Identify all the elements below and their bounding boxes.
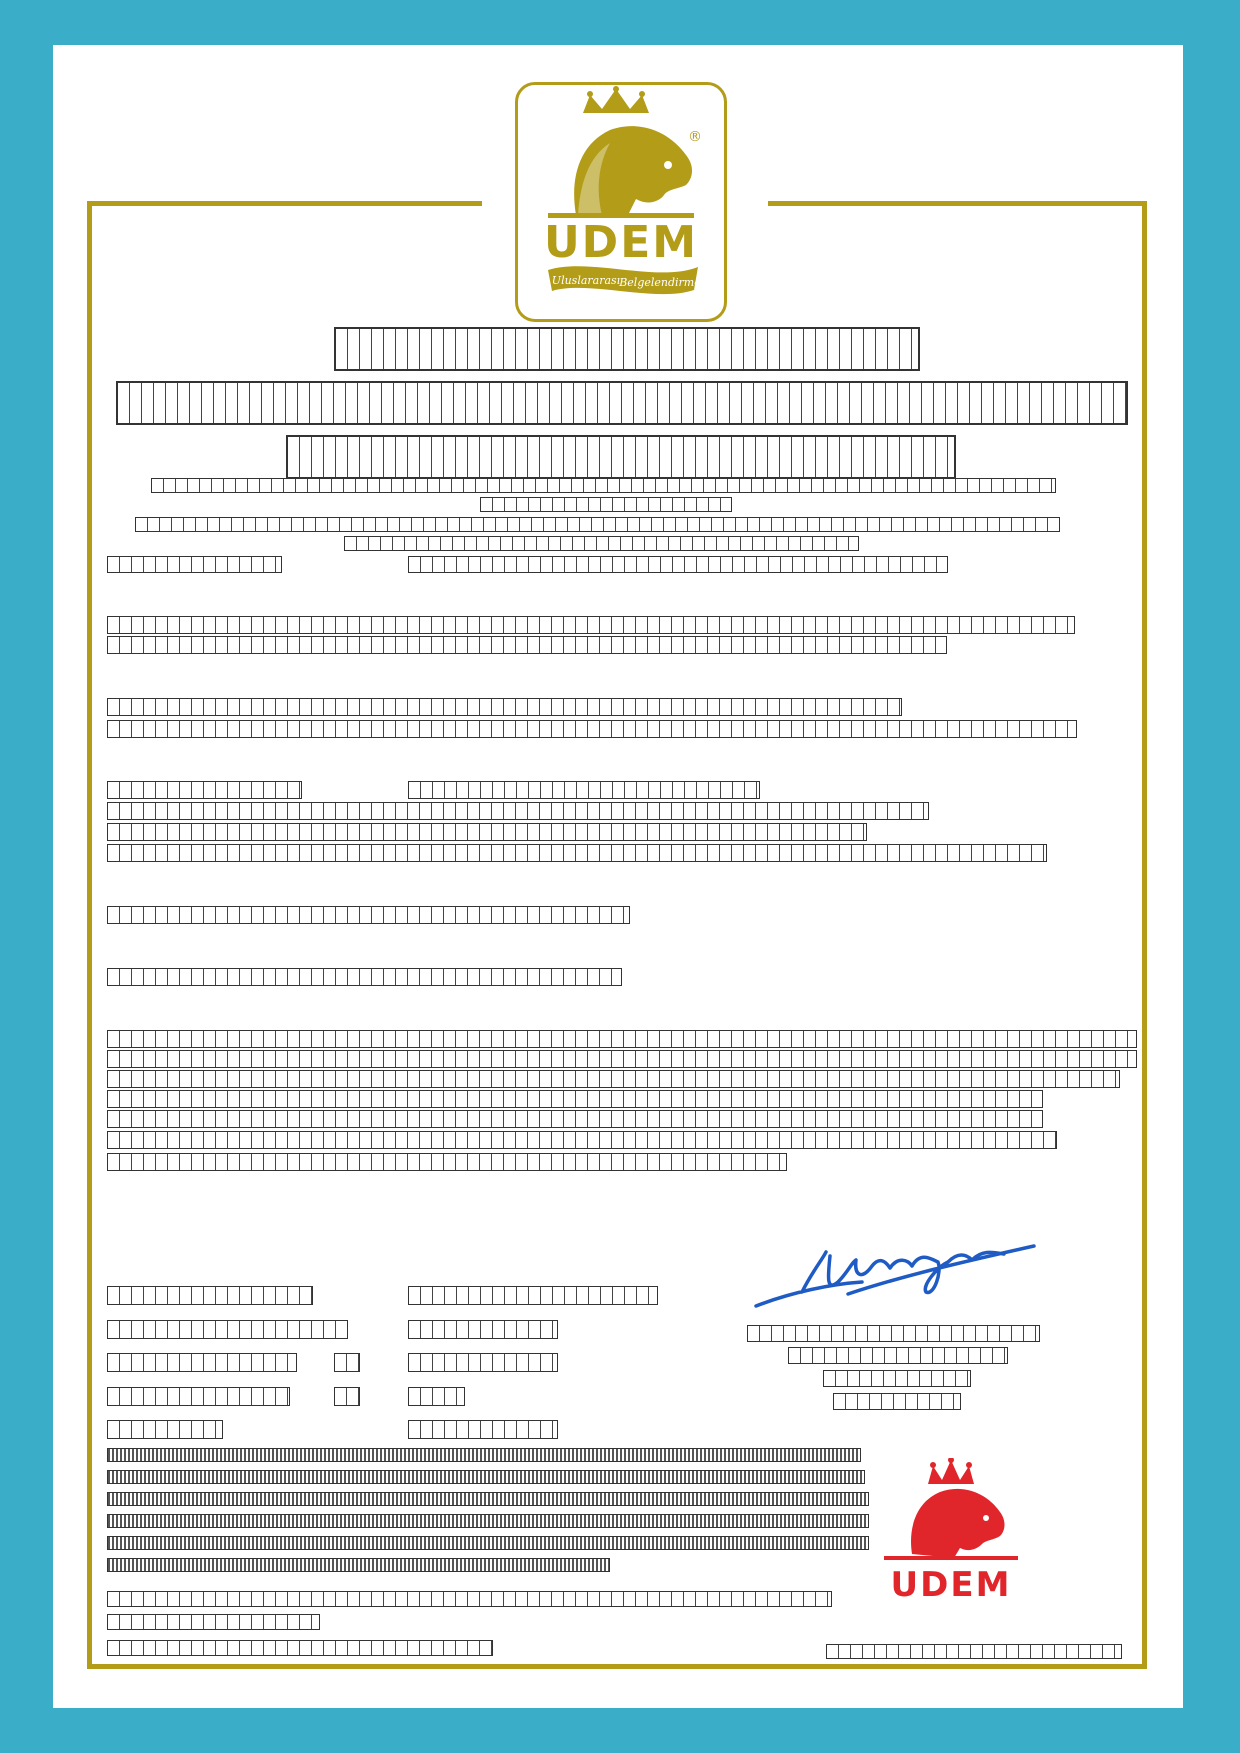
fine-print-5 [107, 1536, 869, 1550]
date-value-5 [408, 1420, 558, 1439]
value-row-1 [408, 556, 948, 573]
date-value-3 [408, 1353, 558, 1372]
para-3-line-1 [107, 1030, 1137, 1048]
title-line-1 [334, 327, 920, 371]
label-row-1 [107, 556, 282, 573]
para-3-line-6 [107, 1131, 1057, 1149]
signature-icon [752, 1232, 1036, 1312]
udem-lion-icon [518, 85, 724, 319]
standard-line [107, 906, 630, 924]
para-3-line-7 [107, 1153, 787, 1171]
date-value-2 [408, 1320, 558, 1339]
fine-print-6 [107, 1558, 610, 1572]
address-line-3 [135, 517, 1060, 532]
para-3-line-4 [107, 1090, 1043, 1108]
fine-print-3 [107, 1492, 869, 1506]
date-sep-4 [334, 1387, 360, 1406]
title-line-2 [116, 381, 1128, 425]
fine-print-4 [107, 1514, 869, 1528]
para-3-line-2 [107, 1050, 1137, 1068]
address-line-4 [344, 536, 859, 551]
signer-line-2 [788, 1347, 1008, 1364]
signer-line-3 [823, 1370, 971, 1387]
footer-code [826, 1644, 1122, 1659]
address-line-1 [151, 478, 1056, 493]
registered-mark: ® [688, 129, 702, 145]
para-2-line-1 [107, 698, 902, 716]
fine-print-1 [107, 1448, 861, 1462]
scope-value-4 [107, 844, 1047, 862]
scope-value-1 [408, 781, 760, 799]
para-2-line-2 [107, 720, 1077, 738]
date-label-3 [107, 1353, 297, 1372]
applicable-line [107, 968, 622, 986]
para-1-line-2 [107, 636, 947, 654]
ribbon-left-text: Uluslararası [551, 274, 621, 287]
udem-gold-logo [515, 82, 727, 322]
scope-value-2 [107, 802, 929, 820]
signer-line-4 [833, 1393, 961, 1410]
para-1-line-1 [107, 616, 1075, 634]
para-3-line-3 [107, 1070, 1120, 1088]
scope-label [107, 781, 302, 799]
date-value-1 [408, 1286, 658, 1305]
date-label-2 [107, 1320, 348, 1339]
logo-text: UDEM [543, 217, 699, 268]
para-3-line-5 [107, 1110, 1043, 1128]
ribbon-right-text: Belgelendirme [619, 276, 701, 289]
udem-red-logo-icon [870, 1458, 1032, 1600]
title-line-3 [286, 435, 956, 479]
red-logo-text: UDEM [890, 1565, 1012, 1600]
signer-line-1 [747, 1325, 1040, 1342]
fine-print-2 [107, 1470, 865, 1484]
scope-value-3 [107, 823, 867, 841]
footer-line-1 [107, 1591, 832, 1607]
date-value-4 [408, 1387, 465, 1406]
date-label-4 [107, 1387, 290, 1406]
date-label-5 [107, 1420, 223, 1439]
date-label-1 [107, 1286, 313, 1305]
footer-line-3 [107, 1640, 493, 1656]
date-sep-3 [334, 1353, 360, 1372]
footer-line-2 [107, 1614, 320, 1630]
address-line-2 [480, 497, 732, 512]
